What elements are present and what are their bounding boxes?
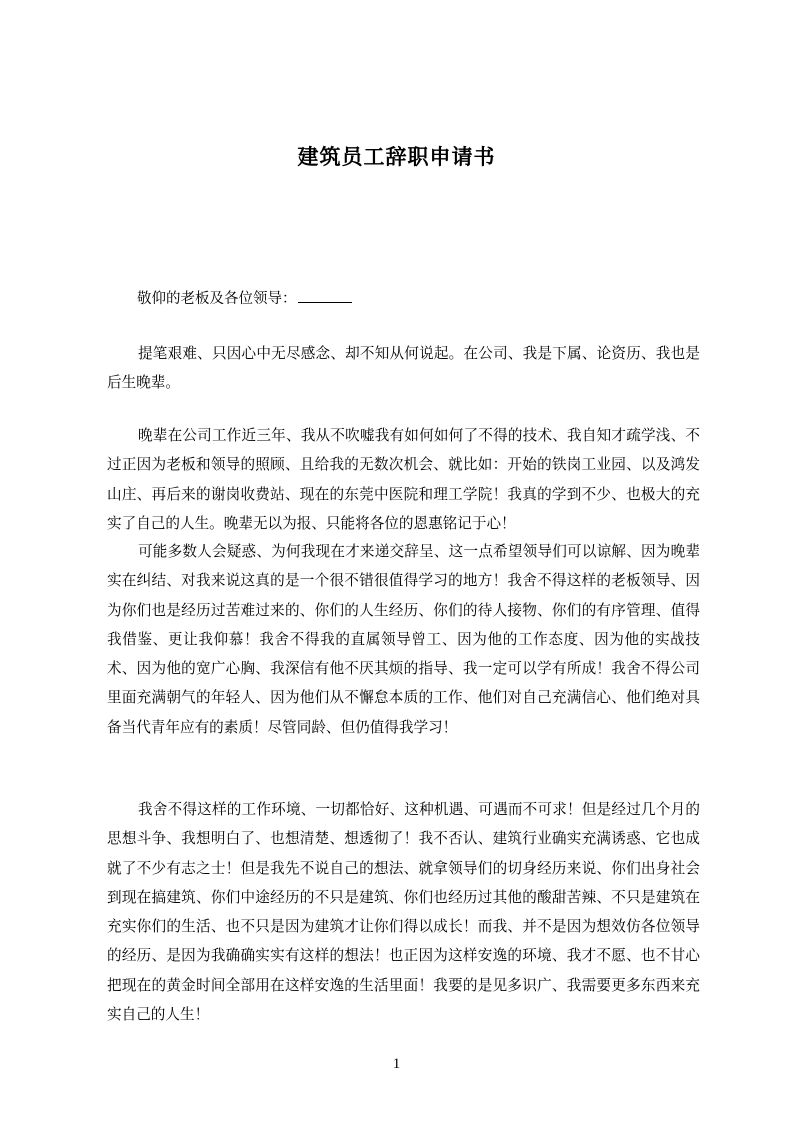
paragraph-3: 可能多数人会疑惑、为何我现在才来递交辞呈、这一点希望领导们可以谅解、因为晚辈实在纠结、对我来说这真的是一个很不错很值得学习的地方！我舍不得这样的老板领导、因为你们也是经历过苦难过来的、你们的人生经历、你们的待人接物、你们的有序管理、值得我借鉴、更让我仰慕！我舍不得我的直属领导曾工、因为他的工作态度、因为他的实战技术、因为他的宽广心胸、我深信有他不厌其烦的指导、我一定可以学有所成！我舍不得公司里面充满朝气的年轻人、因为他们从不懈怠本质的工作、他们对自己充满信心、他们绝对具备当代青年应有的素质！尽管同龄、但仍值得我学习！ xyxy=(107,543,700,736)
paragraph-2: 晚辈在公司工作近三年、我从不吹嘘我有如何如何了不得的技术、我自知才疏学浅、不过正因为老板和领导的照顾、且给我的无数次机会、就比如：开始的铁岗工业园、以及鸿发山庄、再后来的谢岗收费站、现在的东莞中医院和理工学院！我真的学到不少、也极大的充实了自己的人生。晚辈无以为报、只能将各位的恩惠铭记于心！ xyxy=(107,427,700,532)
paragraph-1: 提笔艰难、只因心中无尽感念、却不知从何说起。在公司、我是下属、论资历、我也是后生晚辈。 xyxy=(107,345,700,392)
page-number: 1 xyxy=(392,1056,401,1072)
salutation-text: 敬仰的老板及各位领导： xyxy=(137,291,297,307)
salutation-blank-line xyxy=(298,288,352,303)
page-title: 建筑员工辞职申请书 xyxy=(297,145,496,169)
salutation xyxy=(137,288,352,310)
paragraph-4: 我舍不得这样的工作环境、一切都恰好、这种机遇、可遇而不可求！但是经过几个月的思想斗争、我想明白了、也想清楚、想透彻了！我不否认、建筑行业确实充满诱惑、它也成就了不少有志之士！但是我先不说自己的想法、就拿领导们的切身经历来说、你们出身社会到现在搞建筑、你们中途经历的不只是建筑、你们也经历过其他的酸甜苦辣、不只是建筑在充实你们的生活、也不只是因为建筑才让你们得以成长！而我、并不是因为想效仿各位领导的经历、是因为我确确实实有这样的想法！也正因为这样安逸的环境、我才不愿、也不甘心把现在的黄金时间全部用在这样安逸的生活里面！我要的是见多识广、我需要更多东西来充实自己的人生！ xyxy=(107,801,700,1024)
